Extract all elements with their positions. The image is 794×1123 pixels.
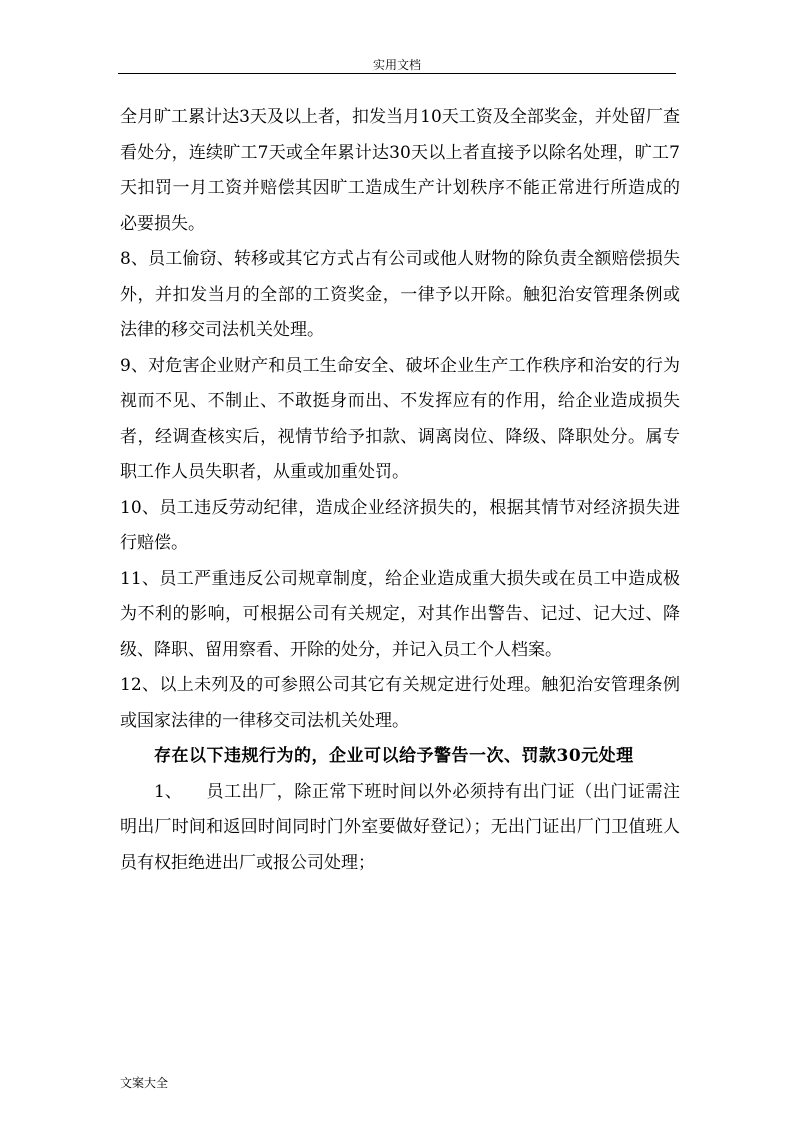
document-body bbox=[120, 100, 680, 881]
page-header-title: 实用文档 bbox=[372, 58, 421, 72]
paragraph-rule-9: 9、对危害企业财产和员工生命安全、破坏企业生产工作秩序和治安的行为视而不见、不制止、不敢挺身而出、不发挥应有的作用，给企业造成损失者，经调查核实后，视情节给予扣款、调离岗位、降级、降职处分。属专职工作人员失职者，从重或加重处罚。 bbox=[120, 355, 680, 482]
paragraph-rule-11: 11、员工严重违反公司规章制度，给企业造成重大损失或在员工中造成极为不利的影响，可根据公司有关规定，对其作出警告、记过、记大过、降级、降职、留用察看、开除的处分，并记入员工个人档案。 bbox=[120, 568, 680, 660]
page-footer-text: 文案大全 bbox=[120, 1076, 169, 1090]
header-divider bbox=[118, 73, 676, 74]
list-item-1 bbox=[120, 775, 680, 882]
paragraph-rule-10: 10、员工违反劳动纪律，造成企业经济损失的，根据其情节对经济损失进行赔偿。 bbox=[120, 497, 680, 553]
list-item-1-number: 1、 bbox=[154, 781, 182, 802]
paragraph-rule-12: 12、以上未列及的可参照公司其它有关规定进行处理。触犯治安管理条例或国家法律的一律移交司法机关处理。 bbox=[120, 675, 680, 731]
paragraph-absence-rules: 全月旷工累计达3天及以上者，扣发当月10天工资及全部奖金，并处留厂查看处分，连续旷工7天或全年累计达30天以上者直接予以除名处理，旷工7天扣罚一月工资并赔偿其因旷工造成生产计划秩序不能正常进行所造成的必要损失。 bbox=[120, 107, 680, 234]
paragraph-rule-8: 8、员工偷窃、转移或其它方式占有公司或他人财物的除负责全额赔偿损失外，并扣发当月的全部的工资奖金，一律予以开除。触犯治安管理条例或法律的移交司法机关处理。 bbox=[120, 249, 680, 340]
list-item-1-text: 员工出厂，除正常下班时间以外必须持有出门证（出门证需注明出厂时间和返回时间同时门外室要做好登记）；无出门证出厂门卫值班人员有权拒绝进出厂或报公司处理； bbox=[120, 781, 680, 873]
section-heading-warning: 存在以下违规行为的，企业可以给予警告一次、罚款30元处理 bbox=[154, 746, 634, 766]
